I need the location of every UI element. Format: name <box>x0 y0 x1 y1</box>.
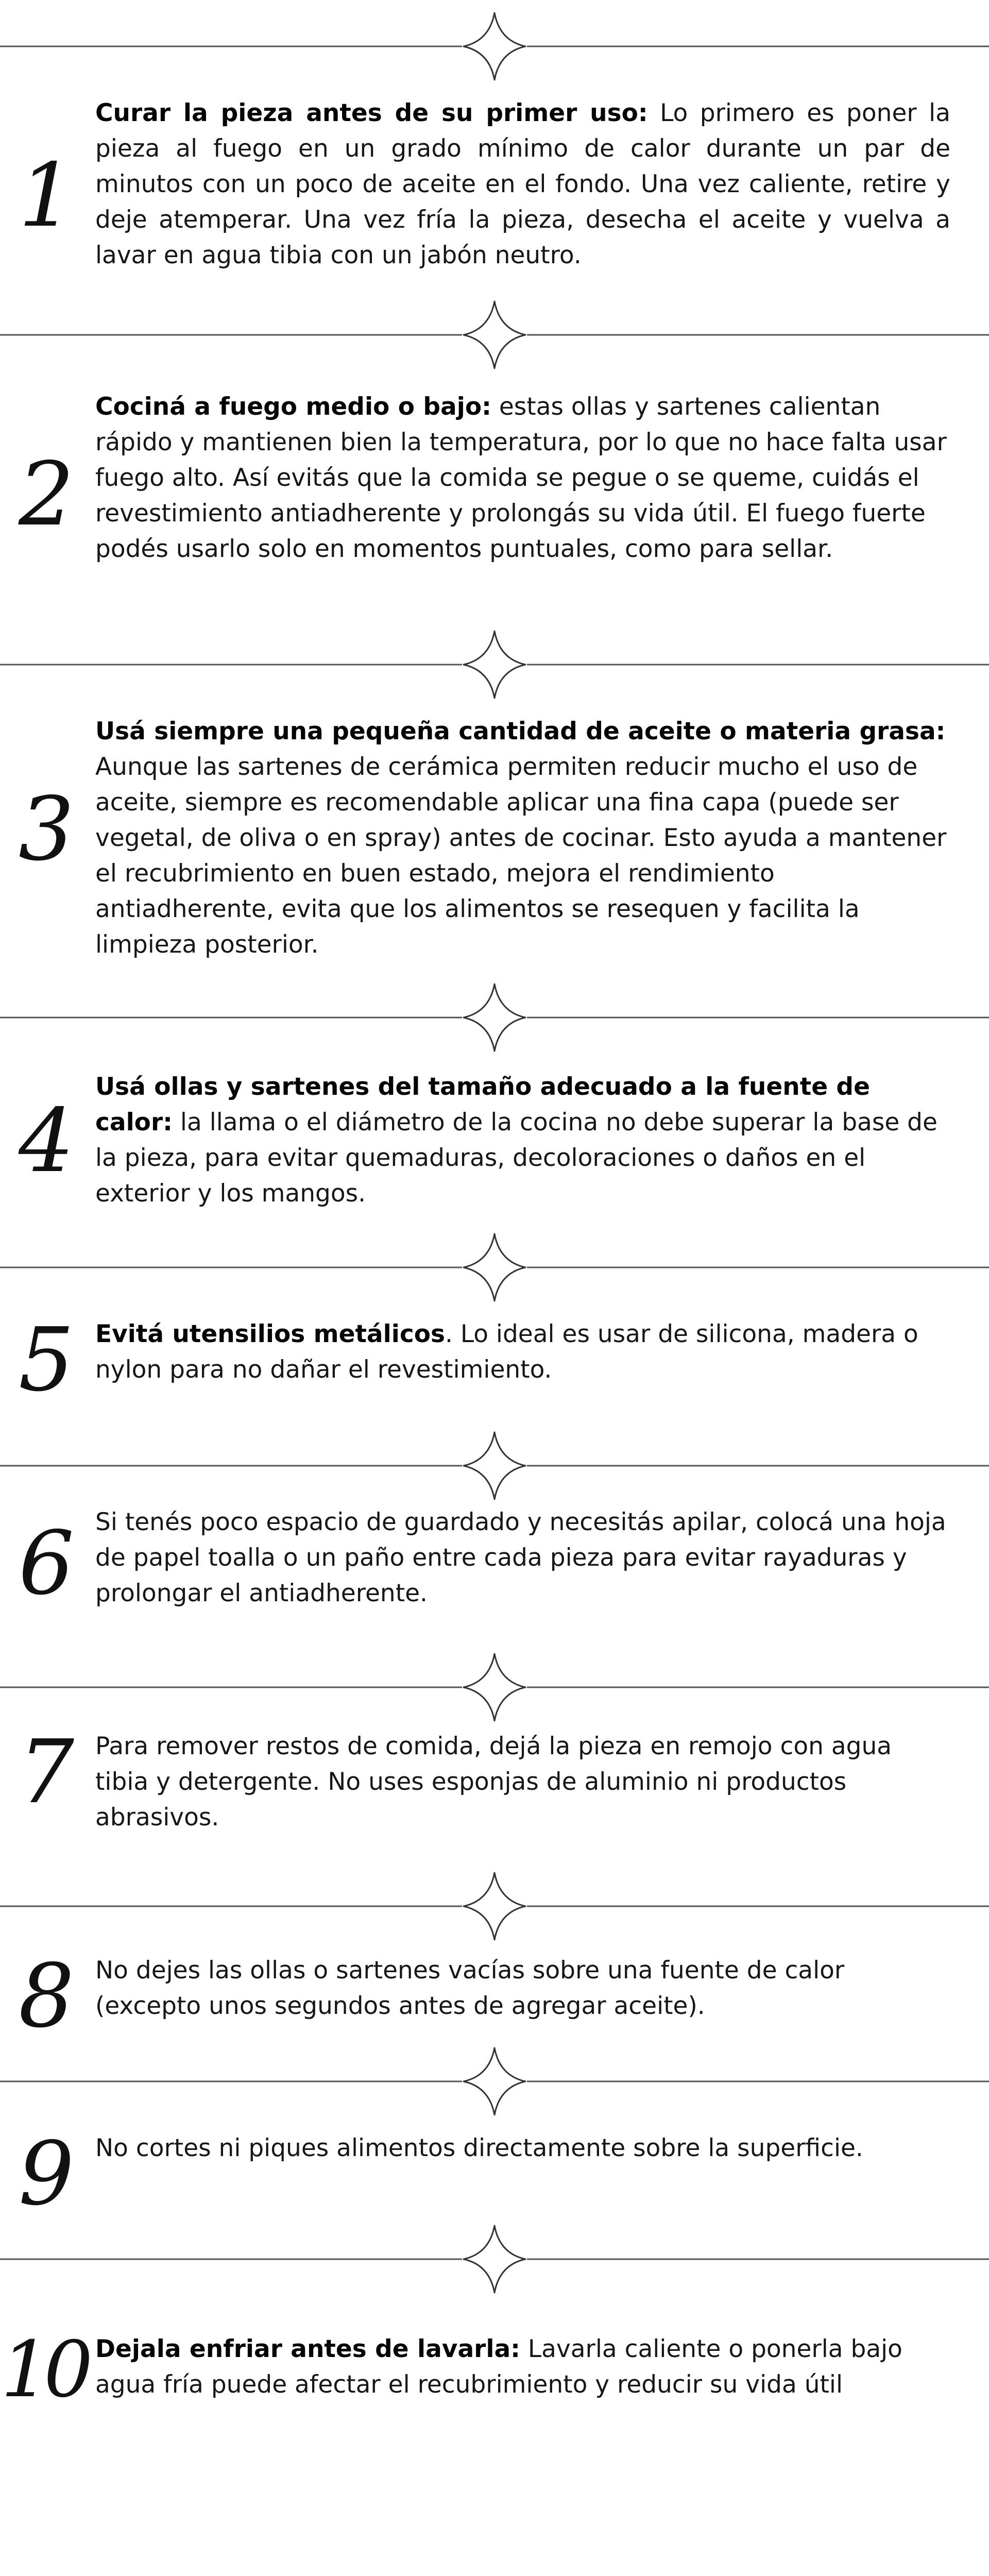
four-point-star-icon <box>464 1873 525 1940</box>
tip-body: . Lo ideal es usar de silicona, madera o nylon para no dañar el revestimiento. <box>95 1320 918 1384</box>
section-divider <box>0 626 989 703</box>
tip-lead: Cociná a fuego medio o bajo: <box>95 393 491 421</box>
tip-4 <box>0 1069 989 1218</box>
tip-text <box>95 1504 950 1611</box>
tip-lead: Usá siempre una pequeña cantidad de aceite o materia grasa: <box>95 717 946 745</box>
tip-body: Lavarla caliente o ponerla bajo agua fría puede afectar el recubrimiento y reducir su vida útil <box>95 2335 902 2399</box>
tip-text <box>95 2130 950 2166</box>
four-point-star-icon <box>464 2226 525 2293</box>
tip-number: 4 <box>18 1090 75 1192</box>
section-divider <box>0 2221 989 2298</box>
tip-7 <box>0 1721 989 1862</box>
tip-text <box>95 1316 950 1387</box>
tip-text <box>95 1953 950 2024</box>
tip-10 <box>0 2325 989 2434</box>
four-point-star-icon <box>464 631 525 698</box>
tip-body: la llama o el diámetro de la cocina no debe superar la base de la pieza, para evitar quemaduras, decoloraciones o daños en el exterior y los mangos. <box>95 1108 937 1208</box>
section-divider <box>0 979 989 1056</box>
tip-3 <box>0 714 989 976</box>
four-point-star-icon <box>464 2048 525 2115</box>
tip-text <box>95 95 950 273</box>
tip-text <box>95 1728 950 1835</box>
four-point-star-icon <box>464 1654 525 1721</box>
tip-text <box>95 1069 950 1211</box>
tip-9 <box>0 2123 989 2233</box>
tip-number: 1 <box>18 145 75 247</box>
section-divider <box>0 1868 989 1945</box>
tip-body: No cortes ni piques alimentos directamente sobre la superficie. <box>95 2134 863 2162</box>
tip-body: Para remover restos de comida, dejá la pieza en remojo con agua tibia y detergente. No uses esponjas de aluminio ni productos abrasivos. <box>95 1732 892 1832</box>
section-divider <box>0 2043 989 2120</box>
section-divider <box>0 1649 989 1726</box>
section-divider <box>0 1427 989 1504</box>
tip-number: 9 <box>18 2123 75 2225</box>
section-divider <box>0 8 989 85</box>
tip-8 <box>0 1945 989 2056</box>
tip-body: Si tenés poco espacio de guardado y necesitás apilar, colocá una hoja de papel toalla o un paño entre cada pieza para evitar rayaduras y prolongar el antiadherente. <box>95 1508 946 1607</box>
tip-body: No dejes las ollas o sartenes vacías sobre una fuente de calor (excepto unos segundos antes de agregar aceite). <box>95 1956 845 2020</box>
four-point-star-icon <box>464 13 525 80</box>
four-point-star-icon <box>464 1234 525 1301</box>
tip-number: 5 <box>18 1309 75 1411</box>
tip-1 <box>0 95 989 296</box>
tip-6 <box>0 1504 989 1638</box>
tip-number: 2 <box>18 444 75 546</box>
tip-text <box>95 389 950 567</box>
section-divider <box>0 296 989 374</box>
tip-body: Lo primero es poner la pieza al fuego en un grado mínimo de calor durante un par de minutos con un poco de aceite en el fondo. Una vez caliente, retire y deje atemperar. Una vez fría la pieza, desecha el aceite y vuelva a lavar en agua tibia con un jabón neutro. <box>95 99 951 269</box>
tip-body: Aunque las sartenes de cerámica permiten reducir mucho el uso de aceite, siempre es recomendable aplicar una fina capa (puede ser vegetal, de oliva o en spray) antes de cocinar. Esto ayuda a mantener el recubrimiento en buen estado, mejora el rendimiento antiadherente, evita que los alimentos se resequen y facilita la limpieza posterior. <box>95 753 947 959</box>
tip-lead: Curar la pieza antes de su primer uso: <box>95 99 648 127</box>
tip-5 <box>0 1309 989 1419</box>
tip-text <box>95 2331 950 2402</box>
tip-number: 7 <box>18 1721 75 1823</box>
four-point-star-icon <box>464 301 525 368</box>
tip-lead: Usá ollas y sartenes del tamaño adecuado a la fuente de calor: <box>95 1073 870 1137</box>
tip-lead: Evitá utensilios metálicos <box>95 1320 445 1348</box>
section-divider <box>0 1229 989 1306</box>
tip-number: 6 <box>18 1513 75 1615</box>
tip-number: 10 <box>1 2325 87 2415</box>
tip-text <box>95 714 950 962</box>
four-point-star-icon <box>464 1432 525 1499</box>
tip-number: 8 <box>18 1945 75 2047</box>
four-point-star-icon <box>464 984 525 1051</box>
tip-2 <box>0 389 989 621</box>
tip-number: 3 <box>18 778 75 880</box>
tip-body: estas ollas y sartenes calientan rápido y mantienen bien la temperatura, por lo que no hace falta usar fuego alto. Así evitás que la comida se pegue o se queme, cuidás el revestimiento antiadherente y prolongás su vida útil. El fuego fuerte podés usarlo solo en momentos puntuales, como para sellar. <box>95 393 947 563</box>
tip-lead: Dejala enfriar antes de lavarla: <box>95 2335 520 2363</box>
